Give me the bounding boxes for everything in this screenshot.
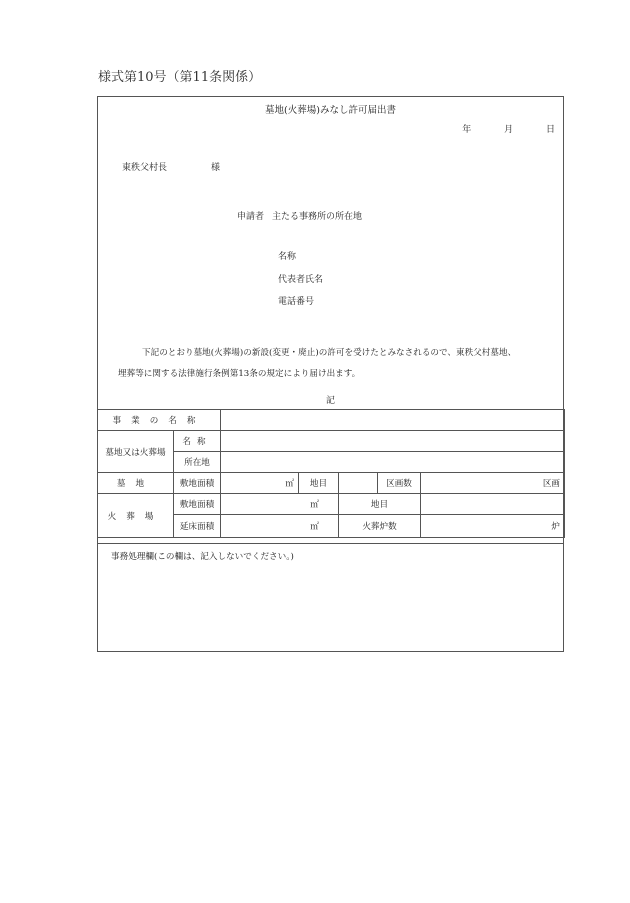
row-business-name — [98, 410, 565, 431]
sqm-unit: ㎡ — [310, 500, 319, 510]
document-title: 墓地(火葬場)みなし許可届出書 — [265, 105, 396, 116]
sqm-unit: ㎡ — [285, 479, 295, 489]
business-name-label: 事業の名称 — [98, 410, 221, 431]
crematorium-land-category-label: 地目 — [339, 494, 421, 515]
applicant-office-location: 主たる事務所の所在地 — [272, 212, 363, 222]
crematorium-label: 火葬場 — [98, 494, 174, 538]
body-line-1: 下記のとおり墓地(火葬場)の新設(変更・廃止)の許可を受けたとみなされるので、東秩父村墓地、 — [142, 348, 517, 358]
office-use-area — [97, 543, 564, 653]
body-line-2: 埋葬等に関する法律施行条例第13条の規定により届け出ます。 — [118, 369, 361, 379]
plot-unit: 区画 — [542, 479, 561, 489]
floor-area-label: 延床面積 — [174, 515, 221, 538]
form-frame — [97, 96, 564, 652]
applicant-office-line — [237, 212, 362, 223]
addressee — [122, 163, 220, 174]
furnace-unit: 炉 — [551, 522, 561, 532]
furnace-count-label: 火葬炉数 — [339, 515, 421, 538]
row-facility-name — [98, 431, 565, 452]
plot-count-label: 区画数 — [378, 473, 421, 494]
cemetery-site-area-field[interactable] — [221, 473, 299, 494]
facility-name-label: 名称 — [174, 431, 221, 452]
applicant-representative: 代表者氏名 — [278, 275, 324, 285]
crematorium-site-area-field[interactable] — [221, 494, 339, 515]
applicant-label: 申請者 — [237, 212, 265, 222]
sqm-unit: ㎡ — [310, 522, 319, 532]
plot-count-field[interactable] — [421, 473, 565, 494]
row-crematorium-site — [98, 494, 565, 515]
facility-location-label: 所在地 — [174, 452, 221, 473]
business-name-field[interactable] — [221, 410, 565, 431]
applicant-phone: 電話番号 — [278, 297, 315, 307]
furnace-count-field[interactable] — [421, 515, 565, 538]
cemetery-land-category-field[interactable] — [339, 473, 378, 494]
date-month: 月 — [504, 125, 514, 135]
date-line — [462, 125, 555, 136]
cemetery-site-area-label: 敷地面積 — [174, 473, 221, 494]
facility-location-field[interactable] — [221, 452, 565, 473]
crematorium-site-area-label: 敷地面積 — [174, 494, 221, 515]
cemetery-land-category-label: 地目 — [299, 473, 339, 494]
body-text — [118, 343, 558, 385]
details-table — [97, 409, 565, 538]
cemetery-label: 墓地 — [98, 473, 174, 494]
addressee-honorific: 様 — [211, 163, 221, 173]
ki-heading: 記 — [325, 396, 335, 406]
office-use-label: 事務処理欄(この欄は、記入しないでください。) — [111, 552, 294, 562]
cemetery-or-crematorium-label: 墓地又は火葬場 — [98, 431, 174, 473]
form-number: 様式第10号（第11条関係） — [98, 70, 262, 85]
date-year: 年 — [462, 125, 472, 135]
facility-name-field[interactable] — [221, 431, 565, 452]
applicant-name: 名称 — [278, 252, 297, 262]
crematorium-land-category-field[interactable] — [421, 494, 565, 515]
date-day: 日 — [545, 125, 555, 135]
row-cemetery — [98, 473, 565, 494]
addressee-name: 東秩父村長 — [122, 163, 168, 173]
floor-area-field[interactable] — [221, 515, 339, 538]
